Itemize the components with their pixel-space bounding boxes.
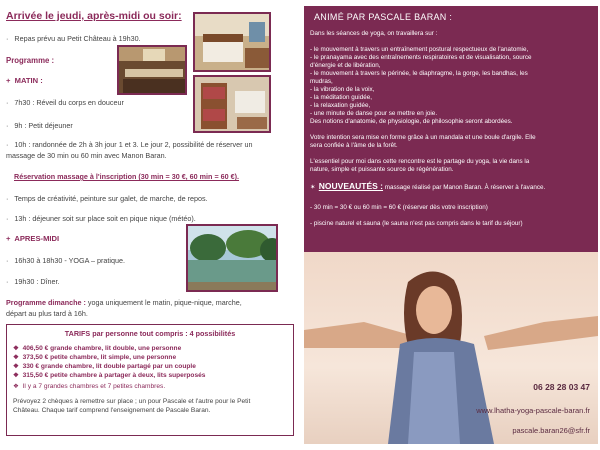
dimanche-line: Programme dimanche : yoga uniquement le matin, pique-nique, marche,	[6, 298, 242, 307]
dejeuner-13-line: · 13h : déjeuner soit sur place soit en pique nique (météo).	[6, 214, 196, 223]
animator-title: ANIMÉ PAR PASCALE BARAN :	[314, 12, 453, 22]
tarifs-foot-2: Château. Chaque tarif comprend l'enseignement de Pascale Baran.	[13, 407, 211, 414]
tarif-line: ❖ 406,50 € grande chambre, lit double, une personne	[13, 345, 182, 352]
right-page	[304, 6, 598, 444]
bunk-room-photo	[193, 75, 271, 133]
randonnee-line-2: massage de 30 min ou 60 min avec Manon Baran.	[6, 151, 167, 160]
intro-line: Dans les séances de yoga, on travaillera sur :	[310, 30, 438, 37]
intention-line-2: sera confiée à l'âme de la forêt.	[310, 142, 398, 149]
topic-item: - la vibration de la voix,	[310, 86, 375, 93]
randonnee-line: · 10h : randonnée de 2h à 3h jour 1 et 3. Le jour 2, possibilité de réserver un	[6, 140, 253, 149]
tarifs-box	[6, 324, 294, 436]
creativite-line: · Temps de créativité, peinture sur galet, de marche, de repos.	[6, 194, 208, 203]
piscine-line: - piscine naturel et sauna (le sauna n'est pas compris dans le tarif du séjour)	[310, 220, 523, 227]
tarif-line: ❖ 330 € grande chambre, lit double partagé par un couple	[13, 363, 196, 370]
dimanche-line-2: départ au plus tard à 16h.	[6, 309, 88, 318]
reservation-massage: Réservation massage à l'inscription (30 min = 30 €, 60 min = 60 €).	[14, 172, 240, 181]
essentiel-line-2: nature, simple et puissante source de régénération.	[310, 166, 454, 173]
pool-photo	[186, 224, 278, 292]
diner-line: · 19h30 : Dîner.	[6, 277, 60, 286]
essentiel-line: L'essentiel pour moi dans cette rencontre est le partage du yoga, la vie dans la	[310, 158, 530, 165]
rooms-line: ❖ Il y a 7 grandes chambres et 7 petites chambres.	[13, 383, 166, 390]
arrival-title: Arrivée le jeudi, après-midi ou soir:	[6, 10, 182, 22]
apres-midi-label: + APRES-MIDI	[6, 234, 60, 243]
programme-label: Programme :	[6, 56, 55, 65]
portrait-photo	[304, 252, 598, 444]
topic-item: Des notions d'anatomie, de physiologie, de philosophie seront abordées.	[310, 118, 513, 125]
reveil-line: · 7h30 : Réveil du corps en douceur	[6, 98, 124, 107]
dining-room-photo	[117, 45, 187, 95]
nouveautes-line: ✶ NOUVEAUTÉS : massage réalisé par Manon Baran. À réserver à l'avance.	[310, 181, 546, 191]
tarif-line: ❖ 373,50 € petite chambre, lit simple, une personne	[13, 354, 177, 361]
intention-line: Votre intention sera mise en forme grâce à un mandala et une boule d'argile. Elle	[310, 134, 536, 141]
email-link[interactable]: pascale.baran26@sfr.fr	[512, 426, 590, 435]
matin-label: + MATIN :	[6, 76, 43, 85]
repas-line: · Repas prévu au Petit Château à 19h30.	[6, 34, 141, 43]
massage-price-line: - 30 min = 30 € ou 60 min = 60 € (réserver dès votre inscription)	[310, 204, 488, 211]
yoga-line: · 16h30 à 18h30 - YOGA – pratique.	[6, 256, 125, 265]
website-link[interactable]: www.lhatha-yoga-pascale-baran.fr	[476, 406, 590, 415]
bedroom-photo	[193, 12, 271, 72]
topic-item: mudras,	[310, 78, 333, 85]
topic-item: - la relaxation guidée,	[310, 102, 371, 109]
tarifs-title: TARIFS par personne tout compris : 4 possibilités	[64, 329, 236, 338]
tarifs-foot-1: Prévoyez 2 chèques à remettre sur place ; un pour Pascale et l'autre pour le Petit	[13, 398, 251, 405]
tarif-line: ❖ 315,50 € petite chambre à partager à deux, lits superposés	[13, 372, 206, 379]
topic-item: - le mouvement à travers un entraînement postural respectueux de l'anatomie,	[310, 46, 529, 53]
dejeuner-line: · 9h : Petit déjeuner	[6, 121, 73, 130]
topic-item: - le mouvement à travers le périnée, le diaphragme, la gorge, les bandhas, les	[310, 70, 528, 77]
topic-item: d'énergie et de libération,	[310, 62, 381, 69]
topic-item: - le pranayama avec des entraînements respiratoires et de visualisation, source	[310, 54, 532, 61]
topic-item: - la méditation guidée,	[310, 94, 372, 101]
topic-item: - une minute de danse pour se mettre en joie.	[310, 110, 438, 117]
phone-number: 06 28 28 03 47	[533, 382, 590, 392]
